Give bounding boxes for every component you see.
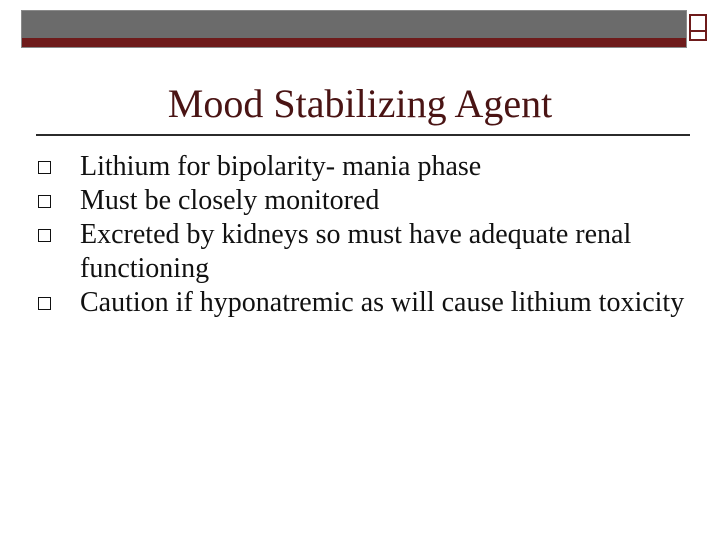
hollow-square-icon: [38, 195, 51, 208]
hollow-square-icon: [38, 297, 51, 310]
list-item: [36, 286, 686, 320]
corner-square-icon: [689, 30, 707, 41]
hollow-square-icon: [38, 229, 51, 242]
hollow-square-icon: [38, 161, 51, 174]
bullet-text: Lithium for bipolarity- mania phase: [80, 151, 482, 182]
list-item: [36, 184, 686, 218]
bullet-text: Excreted by kidneys so must have adequate renal functioning: [80, 219, 632, 284]
bullet-text: Must be closely monitored: [80, 185, 380, 216]
bullet-text: Caution if hyponatremic as will cause lithium toxicity: [80, 287, 685, 318]
bullet-list: [36, 150, 686, 320]
list-item: [36, 218, 686, 286]
slide-title: Mood Stabilizing Agent: [167, 81, 553, 126]
header-bar: [22, 11, 686, 47]
title-divider: [36, 134, 690, 136]
list-item: [36, 150, 686, 184]
